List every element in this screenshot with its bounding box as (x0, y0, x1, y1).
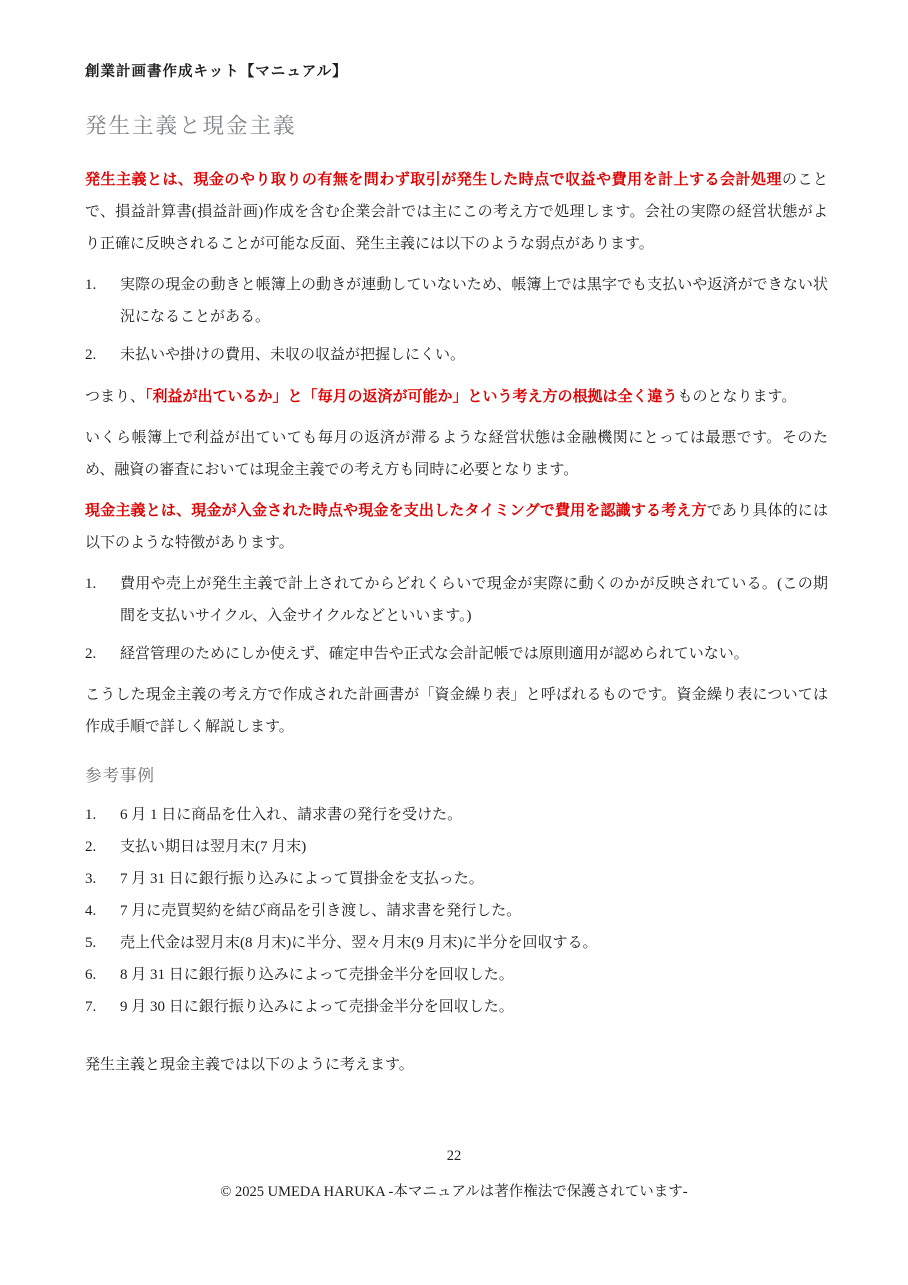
list-item (85, 799, 828, 831)
conclusion-pre: つまり、 (85, 388, 146, 405)
list-item (85, 959, 828, 991)
list-number: 2. (85, 646, 97, 663)
accrual-definition-highlight: 発生主義とは、現金のやり取りの有無を問わず取引が発生した時点で収益や費用を計上する会計処理 (85, 172, 782, 188)
list-number: 7. (85, 999, 97, 1016)
list-number: 1. (85, 576, 97, 593)
list-item-text: 9 月 30 日に銀行振り込みによって売掛金半分を回収した。 (120, 999, 514, 1016)
paragraph-conclusion-basis (85, 381, 828, 413)
list-item-text: 費用や売上が発生主義で計上されてからどれくらいで現金が実際に動くのかが反映されている。(この期間を支払いサイクル、入金サイクルなどといいます。) (120, 576, 829, 625)
list-item (85, 991, 828, 1023)
list-item (85, 831, 828, 863)
list-item (85, 927, 828, 959)
feature-list (85, 568, 828, 670)
list-number: 2. (85, 838, 97, 855)
subheading-reference-example: 参考事例 (85, 765, 155, 785)
paragraph-closing: 発生主義と現金主義では以下のように考えます。 (85, 1057, 414, 1074)
paragraph-bank-view: いくら帳簿上で利益が出ていても毎月の返済が滞るような経営状態は金融機関にとっては最悪です。そのため、融資の審査においては現金主義での考え方も同時に必要となります。 (85, 429, 828, 478)
accrual-definition-rest: のことで、損益計算書(損益計画)作成を含む企業会計では主にこの考え方で処理します。会社の実際の経営状態がより正確に反映されることが可能な反面、発生主義には以下のような弱点があります。 (85, 172, 828, 253)
list-item (85, 895, 828, 927)
conclusion-post: ものとなります。 (677, 388, 797, 405)
list-item (85, 863, 828, 895)
list-item-text: 6 月 1 日に商品を仕入れ、請求書の発行を受けた。 (120, 806, 463, 823)
conclusion-highlight: 「利益が出ているか」と「毎月の返済が可能か」という考え方の根拠は全く違う (145, 388, 678, 405)
list-item-text: 8 月 31 日に銀行振り込みによって売掛金半分を回収した。 (120, 966, 514, 983)
list-item (85, 269, 828, 333)
list-number: 2. (85, 347, 97, 364)
cash-definition-highlight: 現金主義とは、現金が入金された時点や現金を支出したタイミングで費用を認識する考え方 (85, 502, 707, 519)
copyright-notice: © 2025 UMEDA HARUKA -本マニュアルは著作権法で保護されています- (220, 1184, 688, 1200)
paragraph-accrual-definition (85, 164, 828, 260)
list-item-text: 7 月 31 日に銀行振り込みによって買掛金を支払った。 (120, 870, 484, 887)
list-item-text: 支払い期日は翌月末(7 月末) (120, 838, 307, 855)
list-item-text: 未払いや掛けの費用、未収の収益が把握しにくい。 (120, 347, 466, 364)
cash-definition-rest: であり具体的には以下のような特徴があります。 (85, 502, 828, 551)
list-number: 3. (85, 870, 97, 887)
list-number: 1. (85, 806, 97, 823)
list-item-text: 7 月に売買契約を結び商品を引き渡し、請求書を発行した。 (120, 902, 522, 919)
list-number: 5. (85, 934, 97, 951)
list-item (85, 568, 828, 632)
list-item-text: 経営管理のためにしか使えず、確定申告や正式な会計記帳では原則適用が認められていない。 (120, 646, 749, 663)
list-item-text: 実際の現金の動きと帳簿上の動きが連動していないため、帳簿上では黒字でも支払いや返済ができない状況になることがある。 (120, 277, 828, 326)
list-number: 1. (85, 277, 97, 294)
document-header: 創業計画書作成キット【マニュアル】 (85, 64, 348, 80)
list-item-text: 売上代金は翌月末(8 月末)に半分、翌々月末(9 月末)に半分を回収する。 (120, 934, 598, 951)
list-number: 6. (85, 966, 97, 983)
paragraph-cash-definition (85, 495, 828, 559)
page-number: 22 (446, 1148, 462, 1164)
list-item (85, 638, 828, 670)
list-item (85, 339, 828, 371)
list-number: 4. (85, 902, 97, 919)
page-title: 発生主義と現金主義 (85, 114, 297, 138)
page-footer (0, 1148, 908, 1201)
paragraph-cashflow-table: こうした現金主義の考え方で作成された計画書が「資金繰り表」と呼ばれるものです。資金繰り表については作成手順で詳しく解説します。 (85, 687, 828, 736)
weakness-list (85, 269, 828, 371)
example-list (85, 799, 828, 1024)
